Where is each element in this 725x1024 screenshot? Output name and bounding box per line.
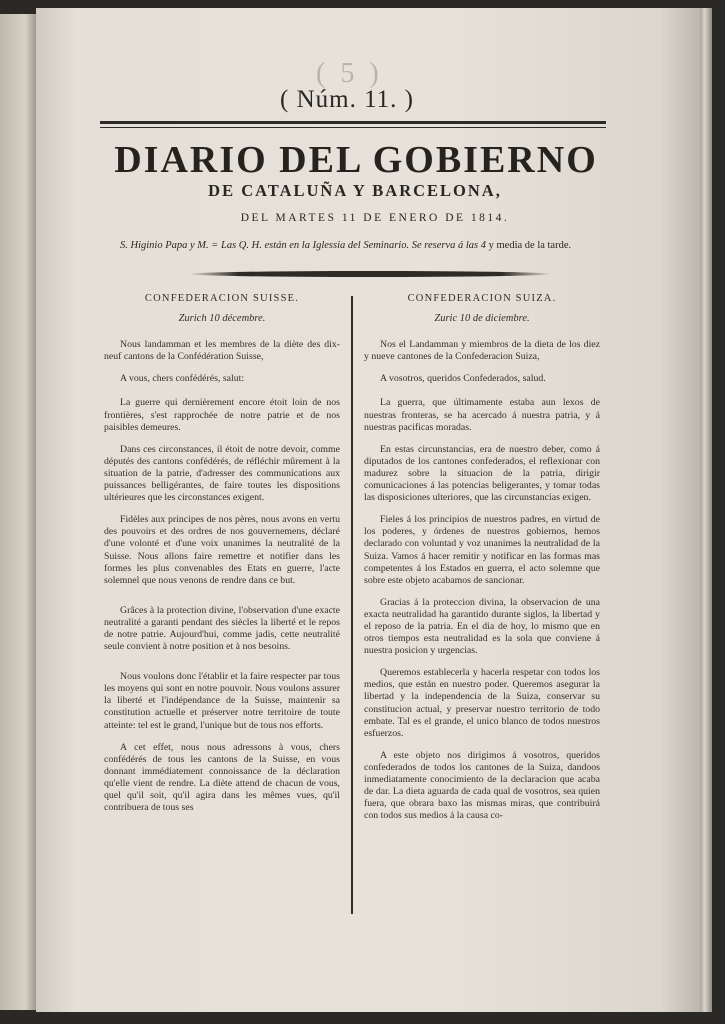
- column-place-date: Zuric 10 de diciembre.: [434, 313, 530, 325]
- paragraph: Fieles á los principios de nuestros padres, en virtud de los poderes, y órdenes de nuestros gobiernos, hemos declarado con voluntad y voz unanimes la neutralidad de la Suiza. Vamos á hacer remitir y notificar en las formas mas competentes á los Estados en guerra, el acto solemne que sobre este objeto acabamos de sancionar.: [364, 514, 600, 586]
- masthead-rule-thin: [100, 127, 606, 128]
- issue-dateline: DEL MARTES 11 DE ENERO DE 1814.: [240, 212, 510, 224]
- facing-page-edge: [0, 14, 36, 1010]
- french-column: [104, 293, 340, 824]
- page-stack-edge: [700, 8, 712, 1012]
- spanish-column: [364, 293, 600, 832]
- page-number-bleed-through: ( 5 ): [316, 58, 383, 89]
- column-heading: CONFEDERACION SUIZA.: [407, 293, 557, 304]
- paragraph: La guerra, que últimamente estaba aun lexos de nuestras fronteras, se ha acercado á nuestra patria, y á nuestras pacificas moradas.: [364, 397, 600, 433]
- paragraph: Dans ces circonstances, il étoit de notre devoir, comme députés des cantons confédérés, de réfléchir mûrement à la situation de la patrie, d'adresser des communications aux puissances belligérantes, de faire toutes les dispositions ultérieures que les circonstances exigent.: [104, 443, 340, 504]
- column-place-date: Zurich 10 décembre.: [178, 313, 266, 325]
- notice-text: S. Higinio Papa y M. = Las Q. H. están en la Iglessia del Seminario. Se reserva á las 4: [120, 240, 486, 251]
- paragraph: Nos el Landamman y miembros de la dieta de los diez y nueve cantones de la Confederacion Suiza,: [364, 339, 600, 363]
- paragraph: Nous landamman et les membres de la diète des dix-neuf cantons de la Confédération Suisse,: [104, 339, 340, 363]
- paragraph: En estas circunstancias, era de nuestro deber, como á diputados de los cantones confederados, el reflexionar con madurez sobre la situacion de la patria, dirigir comunicaciones á las potencias beligerantes, y tomar todas las disposiciones ulteriores, que las circunstancias exigen.: [364, 443, 600, 504]
- salutation: A vous, chers confédérés, salut:: [120, 373, 245, 385]
- paragraph: La guerre qui dernièrement encore étoit loin de nos frontières, s'est rapprochée de notre patrie et de nos paisibles demeures.: [104, 397, 340, 433]
- issue-number: ( Núm. 11. ): [280, 86, 414, 113]
- salutation: A vosotros, queridos Confederados, salud.: [380, 373, 546, 385]
- column-heading: CONFEDERACION SUISSE.: [144, 293, 300, 304]
- religious-notice: [98, 239, 598, 252]
- newspaper-subtitle: DE CATALUÑA Y BARCELONA,: [208, 181, 502, 200]
- paragraph: Grâces à la protection divine, l'observation d'une exacte neutralité a garanti pendant des siècles la liberté et le repos de notre patrie. Aujourd'hui, comme jadis, cette neutralité seule convient à notre position et à nos besoins.: [104, 604, 340, 653]
- paragraph: Nous voulons donc l'établir et la faire respecter par tous les moyens qui sont en notre pouvoir. Nous voulons assurer la liberté et l'indépendance de la Suisse, maintenir sa constitution actuelle et préserver notre territoire de toute atteinte: tel est le grand, l'unique but de tous nos efforts.: [104, 671, 340, 731]
- column-divider: [351, 296, 353, 914]
- paragraph: Queremos establecerla y hacerla respetar con todos los medios, que están en nuestro poder. Queremos asegurar la libertad y la independencia de la Suiza, conservar su constitucion actual, y preservar nuestro territorio de todo embate. Tal es el grande, el unico blanco de todos nuestros esfuerzos.: [364, 667, 600, 739]
- paragraph: A este objeto nos dirigimos á vosotros, queridos confederados de todos los cantones de la Suiza, dandoos inmediatamente conocimiento de la declaracion que acaba de dar. La dieta aguarda de cada qual de vosotros, sea quien fuera, que obrara baxo las mismas miras, que contribuirá con todos sus medios á la causa co-: [364, 749, 600, 822]
- newspaper-title: DIARIO DEL GOBIERNO: [114, 139, 598, 181]
- paragraph: A cet effet, nous nous adressons à vous, chers confédérés de tous les cantons de la Suisse, en vous donnant immédiatement connoissance de la déclaration qu'elle vient de rendre. La diète attend de chacun de vous, quel qu'il soit, qu'il agira dans les mêmes vues, qu'il contribuera de tous ses: [104, 741, 340, 814]
- paragraph: Gracias á la proteccion divina, la observacion de una exacta neutralidad ha garantido durante siglos, la libertad y el reposo de la patria. En el dia de hoy, lo mismo que en otros tiempos esta neutralidad es la sola que conviene á nuestra posicion y urgencias.: [364, 596, 600, 657]
- masthead-rule-thick: [100, 121, 606, 124]
- ornamental-rule: [188, 271, 552, 277]
- notice-text-end: y media de la tarde.: [488, 240, 572, 251]
- paragraph: Fidèles aux principes de nos pères, nous avons en vertu des pouvoirs et des ordres de nos gouvernemens, déclaré d'une volonté et d'une voix unanimes la neutralité de la Suisse. Nous allons faire remettre et notifier dans les formes les plus convenables des Etats en guerre, l'acte solemnel que nous venons de rendre dans ce but.: [104, 514, 340, 586]
